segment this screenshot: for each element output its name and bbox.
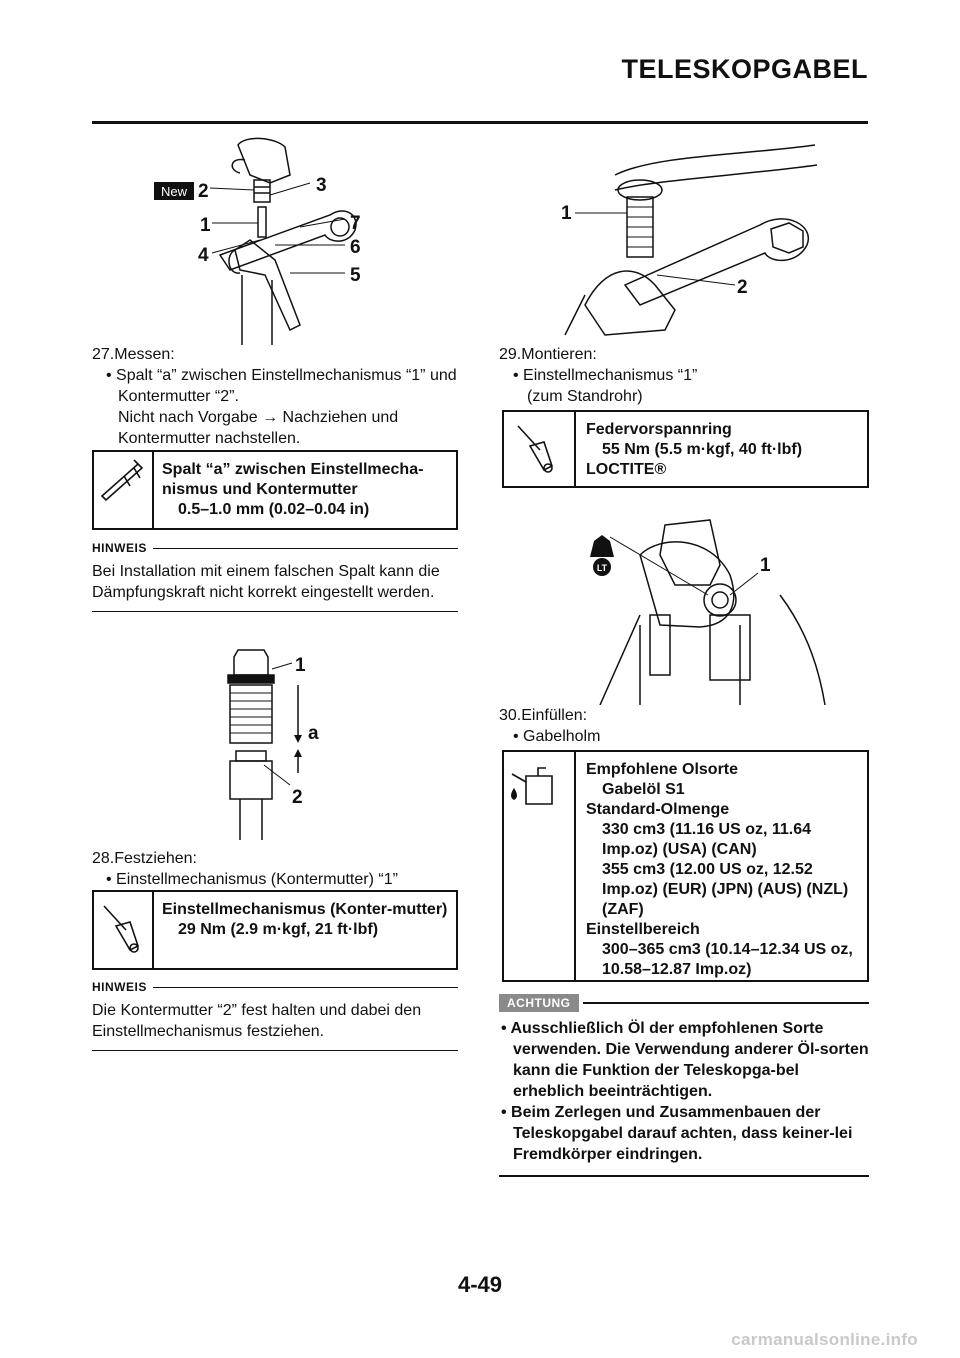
spec-oil-l5: 355 cm3 (12.00 US oz, 12.52 Imp.oz) (EUR) (JPN) (AUS) (NZL) (ZAF) <box>602 861 849 918</box>
hinweis-2 <box>92 980 458 1051</box>
svg-text:New: New <box>160 184 188 199</box>
spec-box-preload-ring <box>502 410 869 488</box>
step-28-heading: 28.Festziehen: <box>92 850 197 867</box>
watermark: carmanualsonline.info <box>731 1330 918 1349</box>
hinweis-1-rule <box>153 548 458 549</box>
achtung-rule <box>583 1002 870 1004</box>
svg-text:LT: LT <box>596 563 608 573</box>
step-27-heading: 27.Messen: <box>92 346 175 363</box>
spec-oil-l2: Gabelöl S1 <box>602 781 685 798</box>
caliper-icon <box>94 452 154 528</box>
svg-text:2: 2 <box>737 277 748 298</box>
svg-text:2: 2 <box>292 787 303 808</box>
step-27-line2: Nicht nach Vorgabe → Nachziehen und Kontermutter nachstellen. <box>118 409 399 447</box>
oil-can-icon <box>504 752 576 980</box>
hinweis-1-label: HINWEIS <box>92 541 147 555</box>
achtung-bottom-rule <box>499 1175 869 1177</box>
achtung-item-1: • Ausschließlich Öl der empfohlenen Sorte verwenden. Die Verwendung anderer Öl-sorten kann die Funktion der Teleskopga-bel erheblich beeinträchtigen. <box>501 1020 869 1100</box>
spec-oil-l4: 330 cm3 (11.16 US oz, 11.64 Imp.oz) (USA) (CAN) <box>602 821 812 858</box>
spec-preload-value: 55 Nm (5.5 m·kgf, 40 ft·lbf) <box>602 441 803 458</box>
spec-oil-l6: Einstellbereich <box>586 921 700 938</box>
hinweis-1-bottom-rule <box>92 611 458 612</box>
spec-box-locknut <box>92 890 458 970</box>
svg-text:1: 1 <box>295 655 306 676</box>
svg-text:1: 1 <box>561 203 572 224</box>
svg-text:a: a <box>308 723 319 744</box>
torque-wrench-icon <box>504 412 576 486</box>
svg-text:7: 7 <box>350 213 361 234</box>
step-27 <box>92 344 458 449</box>
spec-gap-title: Spalt “a” zwischen Einstellmecha-nismus und Kontermutter <box>162 461 424 498</box>
hinweis-2-rule <box>153 987 458 988</box>
svg-text:2: 2 <box>198 181 209 202</box>
torque-wrench-icon <box>94 892 154 968</box>
figure-fork-adjuster <box>580 515 830 705</box>
svg-text:1: 1 <box>200 215 211 236</box>
hinweis-2-label: HINWEIS <box>92 980 147 994</box>
header-rule <box>92 121 868 124</box>
achtung-badge: ACHTUNG <box>499 994 579 1012</box>
spec-preload-loctite: LOCTITE® <box>586 461 667 478</box>
spec-preload-title: Federvorspannring <box>586 421 732 438</box>
achtung-block <box>499 994 869 1177</box>
loctite-icon <box>590 535 614 557</box>
step-28-bullet: • Einstellmechanismus (Kontermutter) “1” <box>106 871 398 888</box>
step-30-bullet: • Gabelholm <box>513 728 601 745</box>
figure-adjuster-wrench <box>150 135 380 345</box>
spec-oil-l7: 300–365 cm3 (10.14–12.34 US oz, 10.58–12.87 Imp.oz) <box>602 941 853 978</box>
spec-locknut-title: Einstellmechanismus (Konter-mutter) <box>162 901 448 918</box>
page-number: 4-49 <box>457 1272 503 1297</box>
svg-text:6: 6 <box>350 237 361 258</box>
svg-text:5: 5 <box>350 265 361 286</box>
spec-locknut-value: 29 Nm (2.9 m·kgf, 21 ft·lbf) <box>178 921 379 938</box>
spec-box-oil <box>502 750 869 982</box>
page-title: TELESKOPGABEL <box>621 54 868 84</box>
step-29-line2: (zum Standrohr) <box>527 388 643 405</box>
svg-text:3: 3 <box>316 175 327 196</box>
spec-oil-l3: Standard-Olmenge <box>586 801 730 818</box>
hinweis-1-text: Bei Installation mit einem falschen Spalt kann die Dämpfungskraft nicht korrekt eingestellt werden. <box>92 563 440 601</box>
step-30 <box>499 705 869 747</box>
svg-text:1: 1 <box>760 555 771 576</box>
step-28 <box>92 848 458 890</box>
step-27-bullet: • Spalt “a” zwischen Einstellmechanismus “1” und Kontermutter “2”. <box>106 367 457 405</box>
spec-box-gap <box>92 450 458 530</box>
hinweis-1 <box>92 541 458 612</box>
achtung-item-2: • Beim Zerlegen und Zusammenbauen der Teleskopgabel darauf achten, dass keiner-lei Fremdkörper eindringen. <box>501 1104 853 1163</box>
svg-text:4: 4 <box>198 245 209 266</box>
step-29-bullet: • Einstellmechanismus “1” <box>513 367 698 384</box>
step-29-heading: 29.Montieren: <box>499 346 597 363</box>
spec-oil-l1: Empfohlene Olsorte <box>586 761 739 778</box>
spec-gap-value: 0.5–1.0 mm (0.02–0.04 in) <box>178 501 370 518</box>
step-29 <box>499 344 869 407</box>
step-30-heading: 30.Einfüllen: <box>499 707 588 724</box>
figure-gap-measure <box>200 645 340 840</box>
hinweis-2-bottom-rule <box>92 1050 458 1051</box>
figure-spring-ring-wrench <box>545 135 835 340</box>
hinweis-2-text: Die Kontermutter “2” fest halten und dabei den Einstellmechanismus festziehen. <box>92 1002 422 1040</box>
